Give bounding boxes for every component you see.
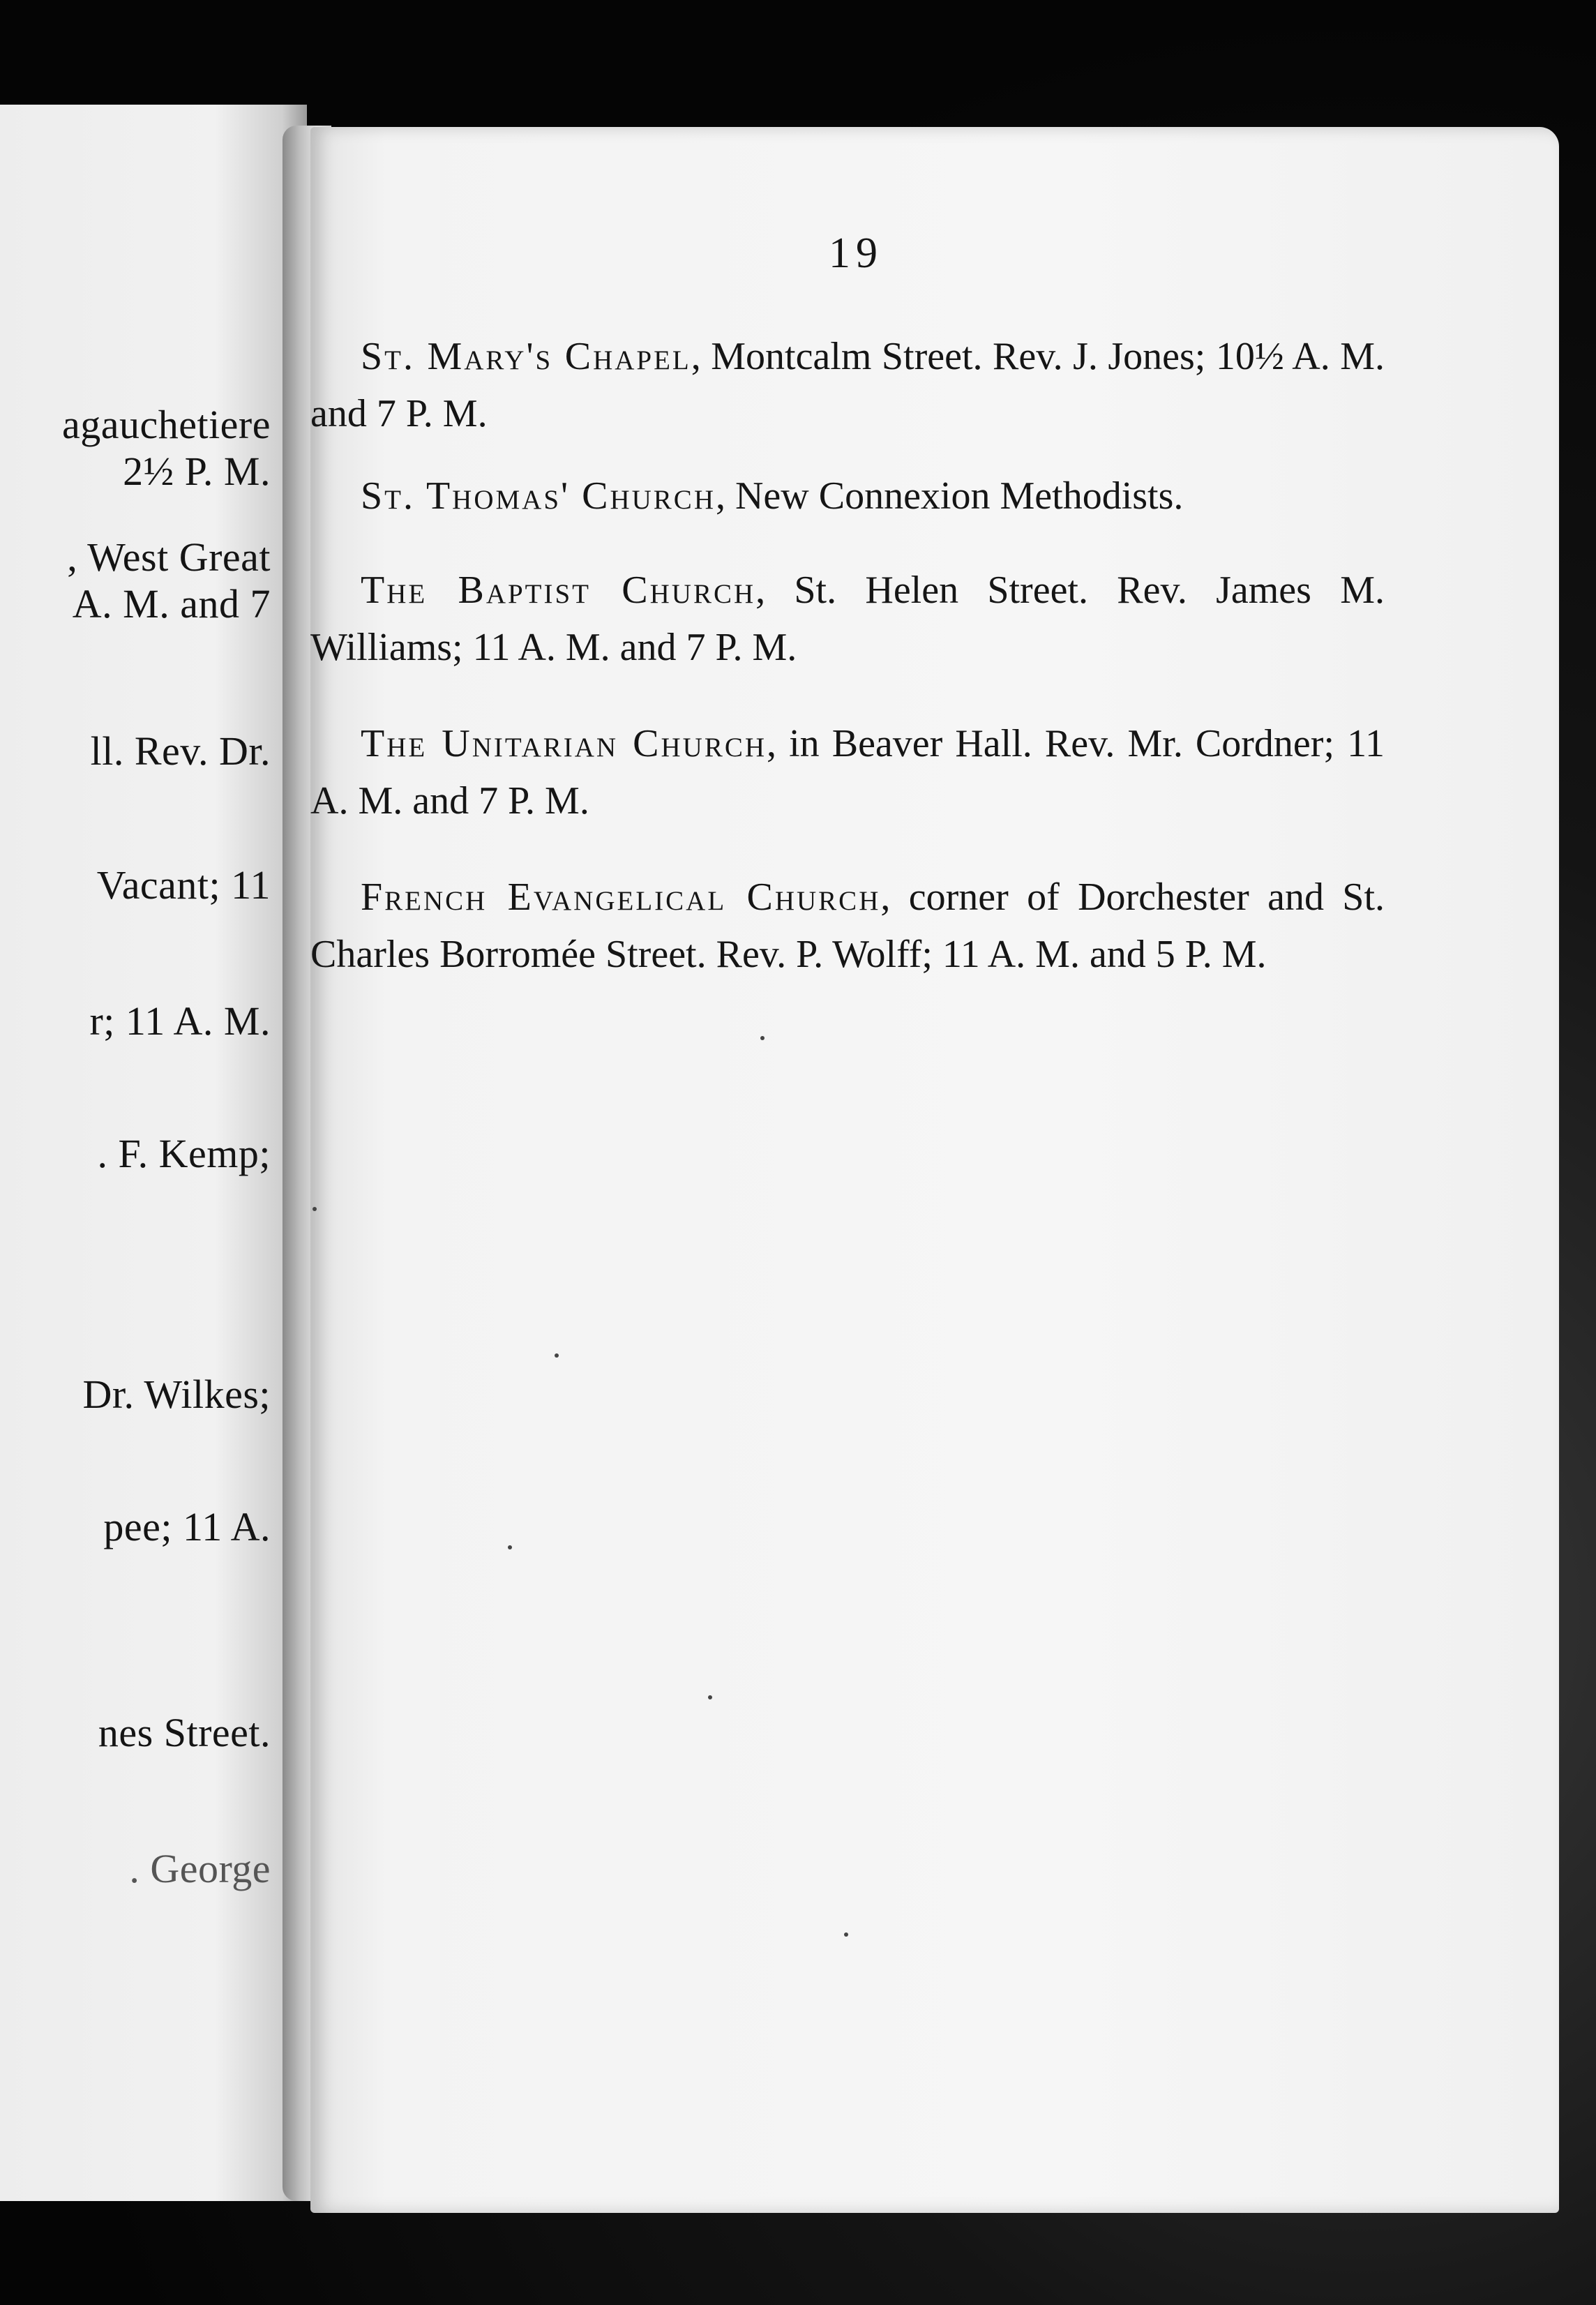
church-entry: [310, 715, 1385, 829]
left-page-line: A. M. and 7: [72, 581, 271, 626]
left-page: [0, 105, 307, 2201]
left-page-line: Dr. Wilkes;: [82, 1372, 271, 1417]
paper-speck: [313, 1207, 317, 1211]
left-page-line: agauchetiere: [61, 402, 271, 447]
paper-speck: [760, 1036, 765, 1040]
church-details: , in Beaver Hall. Rev. Mr. Cordner; 11 A. M. and 7 P. M.: [310, 722, 1385, 823]
church-entry: [310, 328, 1385, 442]
church-name: The Baptist Church: [361, 569, 756, 612]
church-details: , New Connexion Methodists.: [715, 474, 1184, 518]
church-entry: [310, 467, 1385, 525]
church-name: The Unitarian Church: [361, 722, 767, 765]
left-page-line: pee; 11 A.: [103, 1504, 271, 1549]
left-page-line: 2½ P. M.: [123, 449, 271, 494]
paper-speck: [708, 1695, 712, 1699]
left-page-line: . F. Kemp;: [97, 1131, 271, 1176]
church-details: , St. Helen Street. Rev. James M. Williams; 11 A. M. and 7 P. M.: [310, 569, 1385, 669]
left-page-line: r; 11 A. M.: [89, 998, 271, 1044]
left-page-line: ll. Rev. Dr.: [90, 728, 271, 774]
church-details: , corner of Dorchester and St. Charles Borromée Street. Rev. P. Wolff; 11 A. M. and 5 P. M.: [310, 876, 1385, 976]
left-page-line: , West Great: [67, 534, 271, 580]
church-name: French Evangelical Church: [361, 876, 881, 919]
left-page-line: nes Street.: [98, 1710, 271, 1755]
left-page-line: . George: [129, 1846, 271, 1891]
church-entry: [310, 869, 1385, 983]
page-number: 19: [829, 230, 883, 277]
church-name: St. Mary's Chapel: [361, 335, 691, 378]
paper-speck: [844, 1932, 848, 1937]
paper-speck: [508, 1545, 512, 1549]
paper-speck: [555, 1353, 559, 1358]
church-name: St. Thomas' Church: [361, 474, 716, 518]
church-details: , Montcalm Street. Rev. J. Jones; 10½ A. M. and 7 P. M.: [310, 335, 1385, 435]
church-entry: [310, 562, 1385, 676]
left-page-line: Vacant; 11: [96, 862, 271, 908]
